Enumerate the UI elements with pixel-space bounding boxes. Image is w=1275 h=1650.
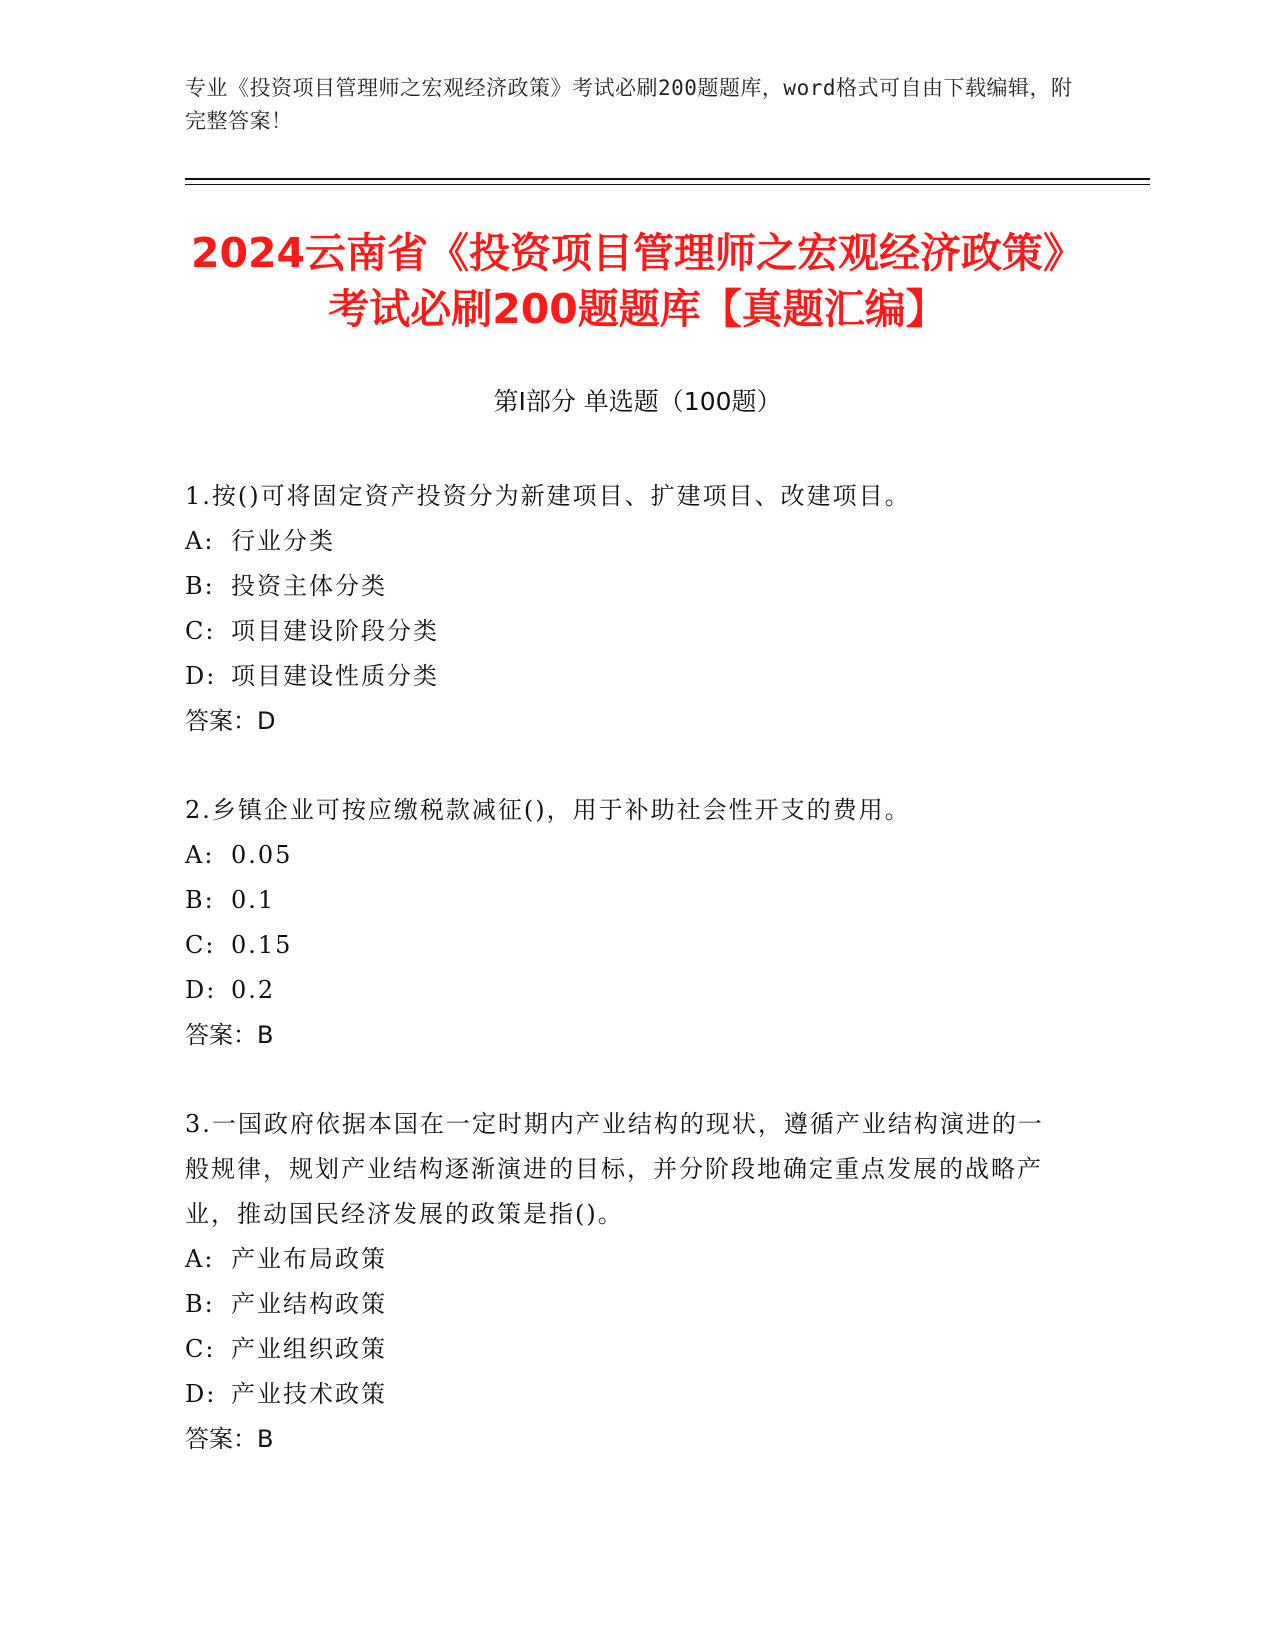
option-letter: A: — [185, 841, 215, 869]
option-c — [185, 923, 1065, 968]
header-rule-thin — [185, 184, 1150, 185]
option-text: 行业分类 — [231, 527, 335, 555]
question-stem: 2.乡镇企业可按应缴税款减征()，用于补助社会性开支的费用。 — [185, 796, 911, 824]
answer-line: 答案：B — [185, 1021, 274, 1049]
answer-line: 答案：B — [185, 1425, 274, 1453]
option-text: 0.1 — [231, 886, 276, 914]
document-title: 2024云南省《投资项目管理师之宏观经济政策》考试必刷200题题库【真题汇编】 — [190, 229, 1085, 333]
option-text: 0.2 — [231, 976, 276, 1004]
option-d — [185, 1372, 1065, 1417]
question-stem: 1.按()可将固定资产投资分为新建项目、扩建项目、改建项目。 — [185, 482, 911, 510]
option-letter: C: — [185, 617, 216, 645]
answer-line: 答案：D — [185, 707, 276, 735]
option-d — [185, 968, 1065, 1013]
option-text: 项目建设性质分类 — [231, 662, 439, 690]
option-letter: B: — [185, 886, 215, 914]
question-stem: 3.一国政府依据本国在一定时期内产业结构的现状，遵循产业结构演进的一般规律，规划产业结构逐渐演进的目标，并分阶段地确定重点发展的战略产业，推动国民经济发展的政策是指()。 — [185, 1110, 1044, 1228]
option-a — [185, 833, 1065, 878]
question-2 — [185, 788, 1065, 1058]
option-c — [185, 609, 1065, 654]
option-d — [185, 654, 1065, 699]
question-3 — [185, 1102, 1065, 1462]
question-list — [185, 474, 1065, 1506]
option-text: 项目建设阶段分类 — [231, 617, 439, 645]
question-1 — [185, 474, 1065, 744]
option-letter: C: — [185, 931, 216, 959]
option-text: 0.05 — [231, 841, 293, 869]
option-c — [185, 1327, 1065, 1372]
option-letter: D: — [185, 976, 217, 1004]
option-letter: A: — [185, 527, 215, 555]
option-letter: D: — [185, 662, 217, 690]
header-note: 专业《投资项目管理师之宏观经济政策》考试必刷200题题库，word格式可自由下载编辑，附完整答案！ — [185, 76, 1073, 133]
option-b — [185, 564, 1065, 609]
option-letter: D: — [185, 1380, 217, 1408]
section-heading: 第Ⅰ部分 单选题（100题） — [493, 387, 782, 416]
option-a — [185, 1237, 1065, 1282]
option-text: 产业布局政策 — [231, 1245, 387, 1273]
option-text: 产业结构政策 — [231, 1290, 387, 1318]
option-text: 0.15 — [231, 931, 293, 959]
option-letter: C: — [185, 1335, 216, 1363]
option-text: 产业组织政策 — [231, 1335, 387, 1363]
option-a — [185, 519, 1065, 564]
option-text: 投资主体分类 — [231, 572, 387, 600]
option-text: 产业技术政策 — [231, 1380, 387, 1408]
option-b — [185, 878, 1065, 923]
option-letter: A: — [185, 1245, 215, 1273]
header-rule-thick — [185, 178, 1150, 180]
option-letter: B: — [185, 1290, 215, 1318]
option-letter: B: — [185, 572, 215, 600]
option-b — [185, 1282, 1065, 1327]
